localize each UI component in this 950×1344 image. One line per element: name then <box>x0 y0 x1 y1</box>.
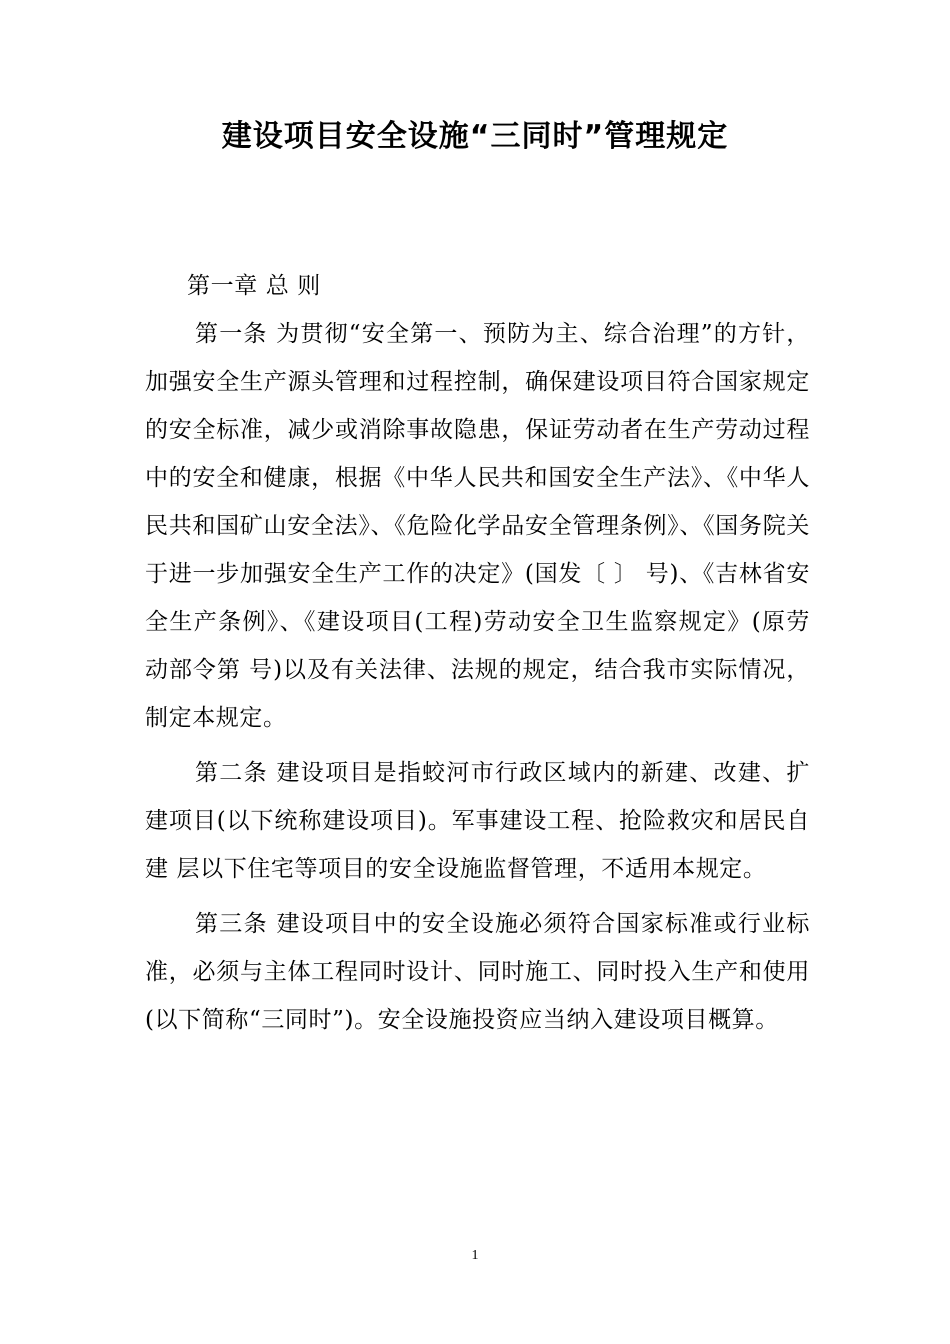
document-title: 建设项目安全设施“三同时”管理规定 <box>221 119 729 154</box>
chapter-heading: 第一章 总 则 <box>187 273 321 299</box>
page-number: 1 <box>471 1248 479 1263</box>
document-body <box>145 262 810 1044</box>
article-1: 第一条 为贯彻“安全第一、预防为主、综合治理”的方针，加强安全生产源头管理和过程控制，确保建设项目符合国家规定的安全标准，减少或消除事故隐患，保证劳动者在生产劳动过程中的安全和健康，根据《中华人民共和国安全生产法》、《中华人民共和国矿山安全法》、《危险化学品安全管理条例》、《国务院关于进一步加强安全生产工作的决定》(国发〔 〕 号)、《吉林省安全生产条例》、《建设项目(工程)劳动安全卫生监察规定》(原劳动部令第 号)以及有关法律、法规的规定，结合我市实际情况，制定本规定。 <box>145 321 810 731</box>
article-3: 第三条 建设项目中的安全设施必须符合国家标准或行业标准，必须与主体工程同时设计、同时施工、同时投入生产和使用(以下简称“三同时”)。安全设施投资应当纳入建设项目概算。 <box>145 911 810 1033</box>
article-2: 第二条 建设项目是指蛟河市行政区域内的新建、改建、扩建项目(以下统称建设项目)。军事建设工程、抢险救灾和居民自建 层以下住宅等项目的安全设施监督管理，不适用本规定。 <box>145 760 810 882</box>
